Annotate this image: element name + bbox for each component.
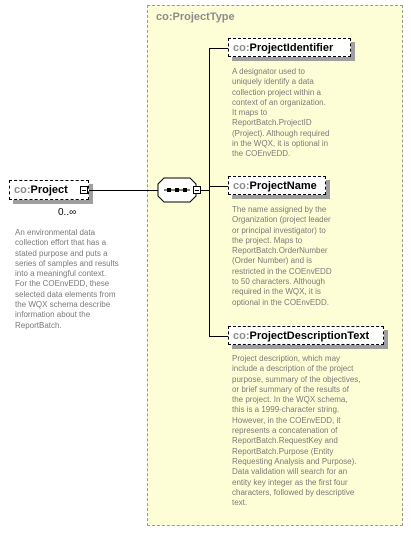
element-prefix: co: bbox=[233, 180, 250, 192]
root-element-name: Project bbox=[30, 184, 68, 196]
compositor-collapse-icon[interactable] bbox=[193, 186, 201, 194]
branch-line bbox=[209, 186, 228, 187]
element-name: ProjectDescriptionText bbox=[249, 330, 370, 342]
root-element-project[interactable] bbox=[9, 180, 89, 200]
element-prefix: co: bbox=[233, 42, 250, 54]
element-description: The name assigned by the Organization (project leader or principal investigator) to the project. Maps to ReportBatch.OrderNumber (Order Number) and is restricted in the COEnvEDD to 50 characters. Although required in the WQX, it is optional in the COEnvEDD. bbox=[232, 205, 332, 307]
element-description: A designator used to uniquely identify a data collection project within a context of an organization. It maps to ReportBatch.ProjectID (Project). Although required in the WQX, it is optional in the COEnvEDD. bbox=[232, 67, 330, 159]
connector-line bbox=[89, 190, 158, 191]
element-name: ProjectIdentifier bbox=[249, 42, 334, 54]
branch-line bbox=[209, 336, 228, 337]
root-description: An environmental data collection effort that has a stated purpose and puts a series of samples and results into a meaningful context. For the COEnvEDD, these selected data elements from the WQX schema describe information about the ReportBatch. bbox=[15, 228, 119, 330]
element-name: ProjectName bbox=[249, 180, 317, 192]
collapse-icon[interactable] bbox=[80, 186, 88, 194]
root-element-prefix: co: bbox=[14, 184, 31, 196]
branch-spine bbox=[209, 48, 210, 336]
sequence-icon bbox=[157, 177, 197, 203]
branch-line bbox=[201, 190, 209, 191]
element-description: Project description, which may include a description of the project purpose, summary of the objectives, or brief summary of the results of the project. In the WQX schema, this is a 1999-character string. However, in the COEnvEDD, it represents a concatenation of ReportBatch.RequestKey and ReportBatch.Purpose (Entity Requesting Analysis and Purpose). Data validation will search for an entity key integer as the first four characters, followed by descriptive text. bbox=[232, 354, 361, 508]
element-project-name[interactable] bbox=[228, 176, 326, 195]
element-prefix: co: bbox=[233, 330, 250, 342]
element-project-identifier[interactable] bbox=[228, 38, 351, 57]
type-title: co:ProjectType bbox=[156, 11, 235, 23]
root-occurrence: 0..∞ bbox=[58, 207, 77, 218]
branch-line bbox=[209, 48, 228, 49]
sequence-compositor[interactable] bbox=[157, 177, 197, 203]
element-project-description-text[interactable] bbox=[228, 326, 384, 345]
